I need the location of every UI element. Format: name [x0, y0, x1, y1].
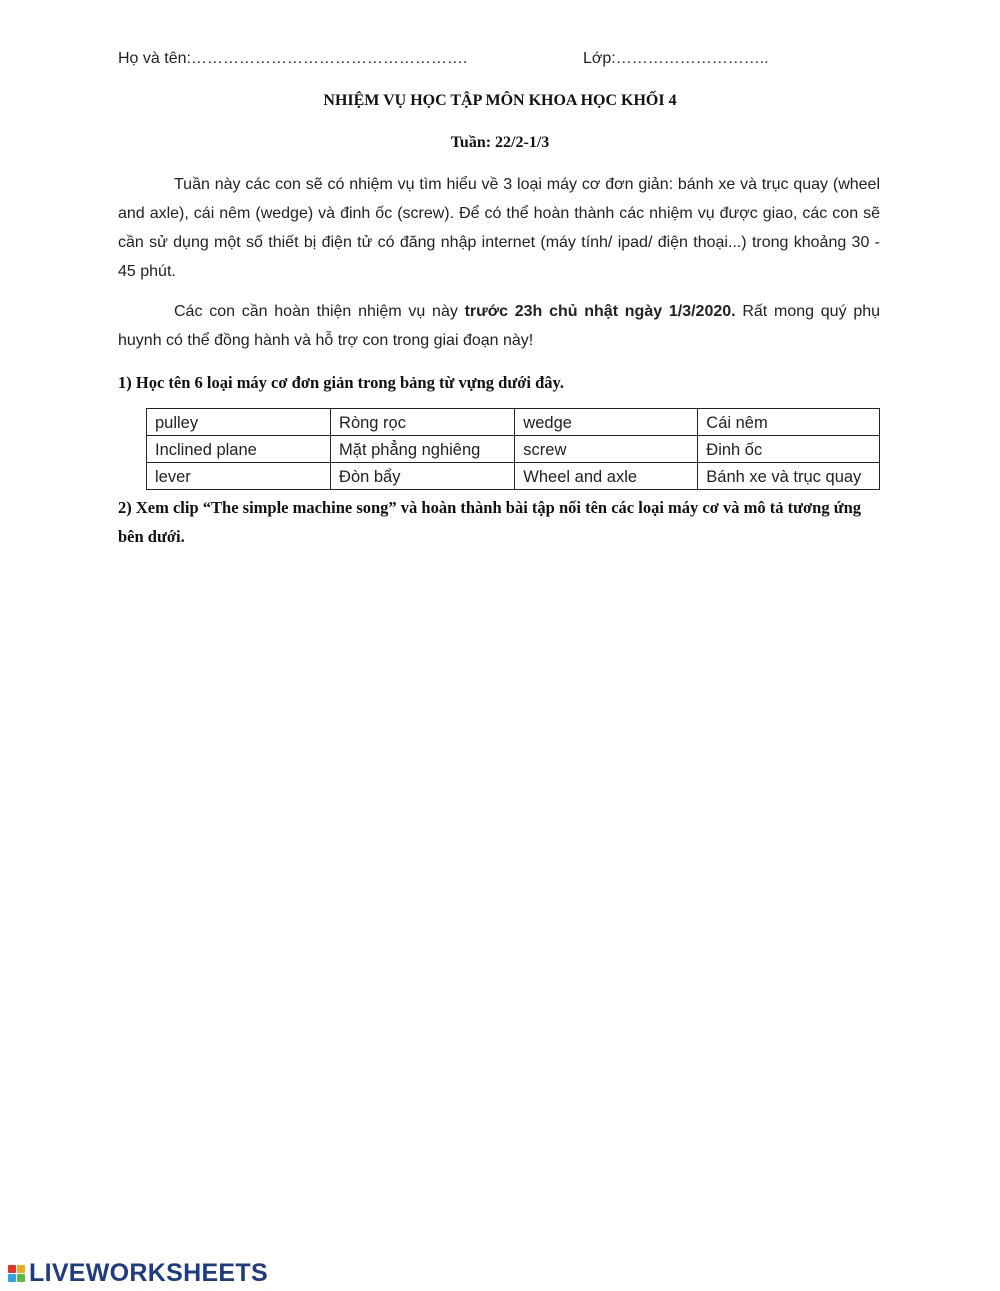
task-2-heading: 2) Xem clip “The simple machine song” và hoàn thành bài tập nối tên các loại máy cơ và mô tả tương ứng bên dưới. — [118, 498, 862, 546]
student-info-line — [118, 50, 818, 68]
table-cell: screw — [515, 436, 698, 463]
logo-square-3 — [8, 1274, 16, 1282]
intro-paragraph — [118, 170, 880, 286]
table-cell: pulley — [147, 409, 331, 436]
logo-mark-icon — [8, 1265, 25, 1282]
table-cell: wedge — [515, 409, 698, 436]
name-field-label: Họ và tên:……………………………………………. — [118, 50, 468, 67]
task-1-heading: 1) Học tên 6 loại máy cơ đơn giản trong bảng từ vựng dưới đây. — [118, 373, 564, 392]
logo-text: LIVEWORKSHEETS — [29, 1258, 268, 1287]
table-cell: Đinh ốc — [698, 436, 880, 463]
intro-text: Tuần này các con sẽ có nhiệm vụ tìm hiểu về 3 loại máy cơ đơn giản: bánh xe và trục quay (wheel and axle), cái nêm (wedge) và đinh ốc (screw). Để có thể hoàn thành các nhiệm vụ được giao, các con sẽ cần sử dụng một số thiết bị điện tử có đăng nhập internet (máy tính/ ipad/ điện thoại...) trong khoảng 30 - 45 phút. — [118, 176, 880, 280]
deadline-text-bold: trước 23h chủ nhật ngày 1/3/2020. — [464, 303, 736, 320]
class-field-label: Lớp:……………………….. — [583, 50, 769, 67]
deadline-text-after: Rất mong quý phụ huynh có thể đồng hành và hỗ trợ con trong giai đoạn này! — [118, 303, 881, 349]
table-cell: Bánh xe và trục quay — [698, 463, 880, 490]
page-title: NHIỆM VỤ HỌC TẬP MÔN KHOA HỌC KHỐI 4 — [323, 92, 677, 109]
logo-square-2 — [17, 1265, 25, 1273]
week-label: Tuần: 22/2-1/3 — [450, 134, 550, 151]
table-cell: Mặt phẳng nghiêng — [331, 436, 515, 463]
table-cell: Cái nêm — [698, 409, 880, 436]
table-row — [147, 409, 880, 436]
table-cell: Wheel and axle — [515, 463, 698, 490]
deadline-paragraph — [118, 297, 880, 355]
table-cell: Đòn bẩy — [331, 463, 515, 490]
logo-square-1 — [8, 1265, 16, 1273]
table-row — [147, 436, 880, 463]
table-row — [147, 463, 880, 490]
table-cell: lever — [147, 463, 331, 490]
table-cell: Ròng rọc — [331, 409, 515, 436]
liveworksheets-logo[interactable] — [8, 1260, 268, 1286]
vocab-table — [146, 408, 880, 490]
deadline-text-before: Các con cần hoàn thiện nhiệm vụ này — [174, 303, 465, 320]
logo-square-4 — [17, 1274, 25, 1282]
table-cell: Inclined plane — [147, 436, 331, 463]
